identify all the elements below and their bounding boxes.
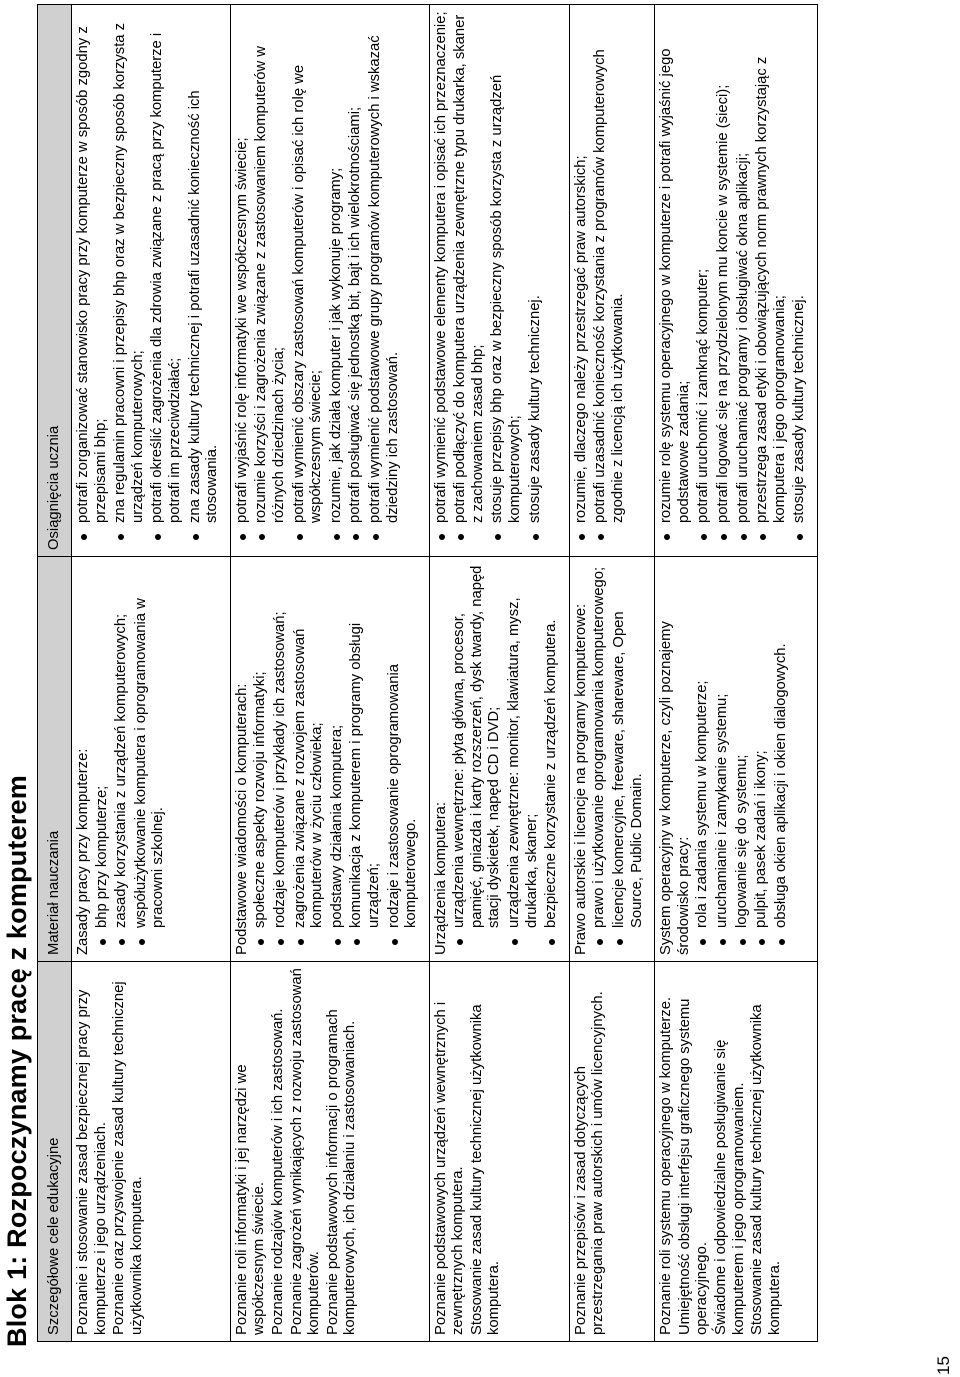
goal-text: Poznanie roli informatyki i jej narzędzi we współczesnym świecie. — [233, 1064, 268, 1335]
list-item — [94, 563, 112, 955]
material-list — [94, 563, 168, 955]
list-item-text: współużytkowanie komputera i oprogramowania w pracowni szkolnej. — [132, 598, 167, 928]
list-item — [573, 11, 591, 550]
list-item-text: uruchamianie i zamykanie systemu; — [714, 693, 730, 928]
list-item-text: rodzaje i zastosowanie oprogramowania komputerowego. — [385, 663, 420, 928]
list-item-text: bezpieczne korzystanie z urządzeń komputera. — [543, 619, 560, 928]
bullet-icon — [760, 534, 766, 540]
list-item-text: zna zasady kultury technicznej i potrafi uzasadnić konieczność ich stosowania. — [186, 90, 221, 523]
list-item — [328, 11, 346, 550]
bullet-icon — [139, 939, 145, 945]
list-item-text: potrafi uruchamiać programy i obsługiwać okna aplikacji; — [734, 152, 751, 523]
bullet-icon — [354, 939, 360, 945]
list-item — [753, 563, 771, 955]
achievement-list — [658, 11, 809, 550]
list-item — [386, 563, 421, 955]
curriculum-table — [37, 4, 818, 1342]
cell-goals — [429, 962, 569, 1342]
cell-achievements — [429, 5, 569, 557]
list-item-text: rodzaje komputerów i przykłady ich zastosowań; — [271, 611, 288, 928]
list-item — [489, 11, 524, 550]
list-item — [714, 563, 732, 955]
list-item-text: urządzenia zewnętrzne: monitor, klawiatura, mysz, drukarka, skaner; — [506, 597, 540, 928]
bullet-icon — [549, 939, 555, 945]
list-item — [149, 11, 184, 550]
goal-text: Poznanie podstawowych urządzeń wewnętrznych i zewnętrznych komputera. — [432, 1001, 467, 1335]
list-item — [187, 11, 222, 550]
list-item — [452, 11, 487, 550]
bullet-icon — [334, 534, 340, 540]
list-item-text: stosuje zasady kultury technicznej. — [791, 295, 808, 523]
list-item — [734, 563, 752, 955]
list-item-text: potrafi wymienić podstawowe elementy komputera i opisać ich przeznaczenie; — [432, 11, 449, 523]
list-item-text: rozumie, dlaczego należy przestrzegać praw autorskich; — [572, 155, 589, 523]
material-list — [252, 563, 420, 955]
bullet-icon — [392, 939, 398, 945]
list-item-text: podstawy działania komputera; — [328, 724, 345, 928]
bullet-icon — [779, 939, 785, 945]
goal-text: Poznanie podstawowych informacji o programach komputerowych, ich działaniu i zastosowaniach. — [324, 1009, 359, 1335]
list-item — [543, 563, 561, 955]
list-item — [329, 563, 347, 955]
goal-text: Poznanie zagrożeń wynikających z rozwoju zastosowań komputerów. — [288, 968, 323, 1335]
list-item — [112, 11, 147, 550]
list-item — [234, 11, 252, 550]
list-item-text: prawo i użytkowanie oprogramowania komputerowego; — [591, 566, 608, 928]
list-item-text: społeczne aspekty rozwoju informatyki; — [252, 671, 269, 928]
list-item — [754, 11, 789, 550]
bullet-icon — [439, 534, 445, 540]
achievement-list — [573, 11, 628, 550]
cell-goals — [569, 962, 654, 1342]
bullet-icon — [335, 939, 341, 945]
bullet-icon — [579, 534, 585, 540]
list-item — [253, 11, 288, 550]
cell-achievements — [230, 5, 429, 557]
bullet-icon — [298, 939, 304, 945]
bullet-icon — [740, 939, 746, 945]
list-item — [291, 11, 326, 550]
list-item — [695, 11, 713, 550]
material-intro: Zasady pracy przy komputerze: — [75, 748, 91, 955]
bullet-icon — [721, 534, 727, 540]
header-cell-achievements: Osiągnięcia ucznia — [38, 5, 72, 557]
list-item — [527, 11, 545, 550]
list-item-text: komunikacja z komputerem i programy obsługi urządzeń; — [348, 622, 382, 928]
cell-goals — [655, 962, 818, 1342]
material-intro: Urządzenia komputera: — [432, 802, 449, 955]
list-item-text: rozumie korzyści i zagrożenia związane z zastosowaniem komputerów w różnych dziedzinach życia; — [253, 46, 287, 523]
material-list — [591, 563, 646, 955]
bullet-icon — [373, 534, 379, 540]
list-item — [451, 563, 504, 955]
material-intro: System operacyjny w komputerze, czyli poznajemy środowisko pracy: — [658, 621, 692, 955]
cell-material — [569, 557, 654, 962]
cell-goals — [72, 962, 231, 1342]
goal-text: Stosowanie zasad kultury technicznej użytkownika komputera. — [749, 1004, 783, 1335]
bullet-icon — [720, 939, 726, 945]
list-item-text: przestrzega zasad etyki i obowiązujących norm prawnych korzystając z komputera i jego oprogramowania; — [754, 56, 788, 523]
list-item — [113, 563, 131, 955]
list-item — [347, 11, 365, 550]
list-item — [658, 11, 693, 550]
list-item — [133, 563, 168, 955]
goal-text: Poznanie i stosowanie zasad bezpiecznej pracy przy komputerze i jego urządzeniach. — [75, 989, 109, 1335]
list-item-text: potrafi wymienić podstawowe grupy programów komputerowych i wskazać dziedziny ich zastosowań. — [366, 35, 401, 523]
page-number: 15 — [934, 1356, 953, 1375]
list-item — [433, 11, 451, 550]
list-item-text: potrafi wyjaśnić rolę informatyki we współczesnym świecie; — [233, 137, 250, 523]
bullet-icon — [240, 534, 246, 540]
table-row — [655, 5, 818, 1342]
bullet-icon — [353, 534, 359, 540]
bullet-icon — [118, 534, 124, 540]
bullet-icon — [258, 939, 264, 945]
list-item-text: potrafi logować się na przydzielonym mu koncie w systemie (sieci); — [715, 84, 731, 523]
list-item — [592, 11, 627, 550]
bullet-icon — [81, 534, 87, 540]
bullet-icon — [458, 534, 464, 540]
page-title: Blok 1: Rozpoczynamy pracę z komputerem — [2, 775, 32, 1347]
list-item-text: potrafi podłączyć do komputera urządzenia zewnętrzne typu drukarka, skaner z zachowaniem zasad bhp; — [452, 14, 486, 523]
goal-text: Poznanie oraz przyswojenie zasad kultury technicznej użytkownika komputera. — [111, 981, 145, 1335]
cell-goals — [230, 962, 429, 1342]
list-item — [791, 11, 809, 550]
list-item-text: potrafi uzasadnić konieczność korzystania z programów komputerowych zgodnie z licencją ich użytkowania. — [592, 49, 627, 523]
list-item-text: obsługa okien aplikacji i okien dialogowych. — [772, 643, 789, 928]
cell-material — [655, 557, 818, 962]
cell-achievements — [72, 5, 231, 557]
list-item — [694, 563, 712, 955]
goal-text: Poznanie roli systemu operacyjnego w komputerze. — [658, 996, 675, 1335]
list-item — [272, 563, 290, 955]
table-row — [569, 5, 654, 1342]
list-item-text: potrafi wymienić obszary zastosowań komputerów i opisać ich rolę we współczesnym świecie; — [290, 64, 325, 523]
bullet-icon — [259, 534, 265, 540]
bullet-icon — [155, 534, 161, 540]
bullet-icon — [512, 939, 518, 945]
list-item — [292, 563, 327, 955]
bullet-icon — [457, 939, 463, 945]
bullet-icon — [193, 534, 199, 540]
list-item-text: rozumie, jak działa komputer i jak wykonuje programy; — [327, 167, 344, 523]
bullet-icon — [759, 939, 765, 945]
list-item — [367, 11, 402, 550]
material-intro: Podstawowe wiadomości o komputerach: — [233, 683, 250, 955]
list-item — [506, 563, 541, 955]
list-item-text: rola i zadania systemu w komputerze; — [694, 680, 711, 928]
header-cell-material: Materiał nauczania — [38, 557, 72, 962]
bullet-icon — [278, 939, 284, 945]
list-item-text: potrafi określić zagrożenia dla zdrowia związane z pracą przy komputerze i potrafi im przeciwdziałać; — [149, 32, 183, 523]
goal-text: Poznanie przepisów i zasad dotyczących przestrzegania praw autorskich i umów licencyjnych. — [572, 991, 607, 1335]
bullet-icon — [597, 939, 603, 945]
list-item-text: zagrożenia związane z rozwojem zastosowań komputerów w życiu człowieka; — [291, 628, 326, 928]
cell-material — [230, 557, 429, 962]
list-item-text: logowanie się do systemu; — [733, 754, 750, 928]
bullet-icon — [701, 534, 707, 540]
goal-text: Stosowanie zasad kultury technicznej użytkownika komputera. — [468, 1004, 503, 1335]
bullet-icon — [119, 939, 125, 945]
table-header — [38, 5, 72, 1342]
bullet-icon — [700, 939, 706, 945]
bullet-icon — [741, 534, 747, 540]
achievement-list — [234, 11, 402, 550]
list-item — [591, 563, 609, 955]
list-item — [252, 563, 270, 955]
list-item — [773, 563, 791, 955]
list-item-text: stosuje przepisy bhp oraz w bezpieczny sposób korzysta z urządzeń komputerowych; — [489, 74, 524, 523]
list-item — [75, 11, 110, 550]
table-body — [72, 5, 818, 1342]
material-list — [694, 563, 790, 955]
list-item-text: zna regulamin pracowni i przepisy bhp oraz w bezpieczny sposób korzysta z urządzeń komputerowych; — [112, 22, 146, 523]
list-item-text: bhp przy komputerze; — [93, 785, 110, 928]
cell-material — [72, 557, 231, 962]
cell-material — [429, 557, 569, 962]
bullet-icon — [533, 534, 539, 540]
list-item-text: stosuje zasady kultury technicznej. — [526, 295, 543, 523]
material-list — [451, 563, 561, 955]
list-item-text: potrafi zorganizować stanowisko pracy przy komputerze w sposób zgodny z przepisami bhp; — [75, 26, 109, 523]
bullet-icon — [664, 534, 670, 540]
cell-achievements — [655, 5, 818, 557]
table-row — [72, 5, 231, 1342]
goal-text: Poznanie rodzajów komputerów i ich zastosowań. — [269, 1008, 286, 1335]
goal-text: Umiejętność obsługi interfejsu graficznego systemu operacyjnego. — [676, 998, 711, 1335]
header-row — [38, 5, 72, 1342]
material-intro: Prawo autorskie i licencje na programy komputerowe: — [572, 603, 589, 955]
list-item-text: potrafi uruchomić i zamknąć komputer; — [695, 268, 712, 523]
list-item-text: zasady korzystania z urządzeń komputerowych; — [113, 613, 130, 928]
bullet-icon — [100, 939, 106, 945]
list-item — [715, 11, 733, 550]
bullet-icon — [495, 534, 501, 540]
bullet-icon — [797, 534, 803, 540]
header-cell-goals: Szczegółowe cele edukacyjne — [38, 962, 72, 1342]
bullet-icon — [598, 534, 604, 540]
list-item — [611, 563, 646, 955]
list-item — [348, 563, 383, 955]
goal-text: Świadome i odpowiedzialne posługiwanie się komputerem i jego oprogramowaniem. — [713, 1039, 747, 1335]
list-item-text: licencje komercyjne, freeware, shareware, Open Source, Public Domain. — [611, 611, 645, 928]
table-row — [230, 5, 429, 1342]
cell-achievements — [569, 5, 654, 557]
list-item-text: potrafi posługiwać się jednostką bit, bajt i ich wielokrotnościami; — [347, 106, 364, 523]
list-item-text: pulpit, pasek zadań i ikony; — [753, 750, 770, 928]
list-item-text: urządzenia wewnętrzne: płyta główna, procesor, pamięć, gniazda i karty rozszerzeń, dysk twardy, napęd stacji dyskietek, napęd CD i DVD; — [451, 565, 503, 928]
bullet-icon — [297, 534, 303, 540]
table-row — [429, 5, 569, 1342]
achievement-list — [433, 11, 545, 550]
achievement-list — [75, 11, 222, 550]
list-item — [735, 11, 753, 550]
list-item-text: rozumie rolę systemu operacyjnego w komputerze i potrafi wyjaśnić jego podstawowe zadania; — [658, 48, 692, 523]
bullet-icon — [617, 939, 623, 945]
